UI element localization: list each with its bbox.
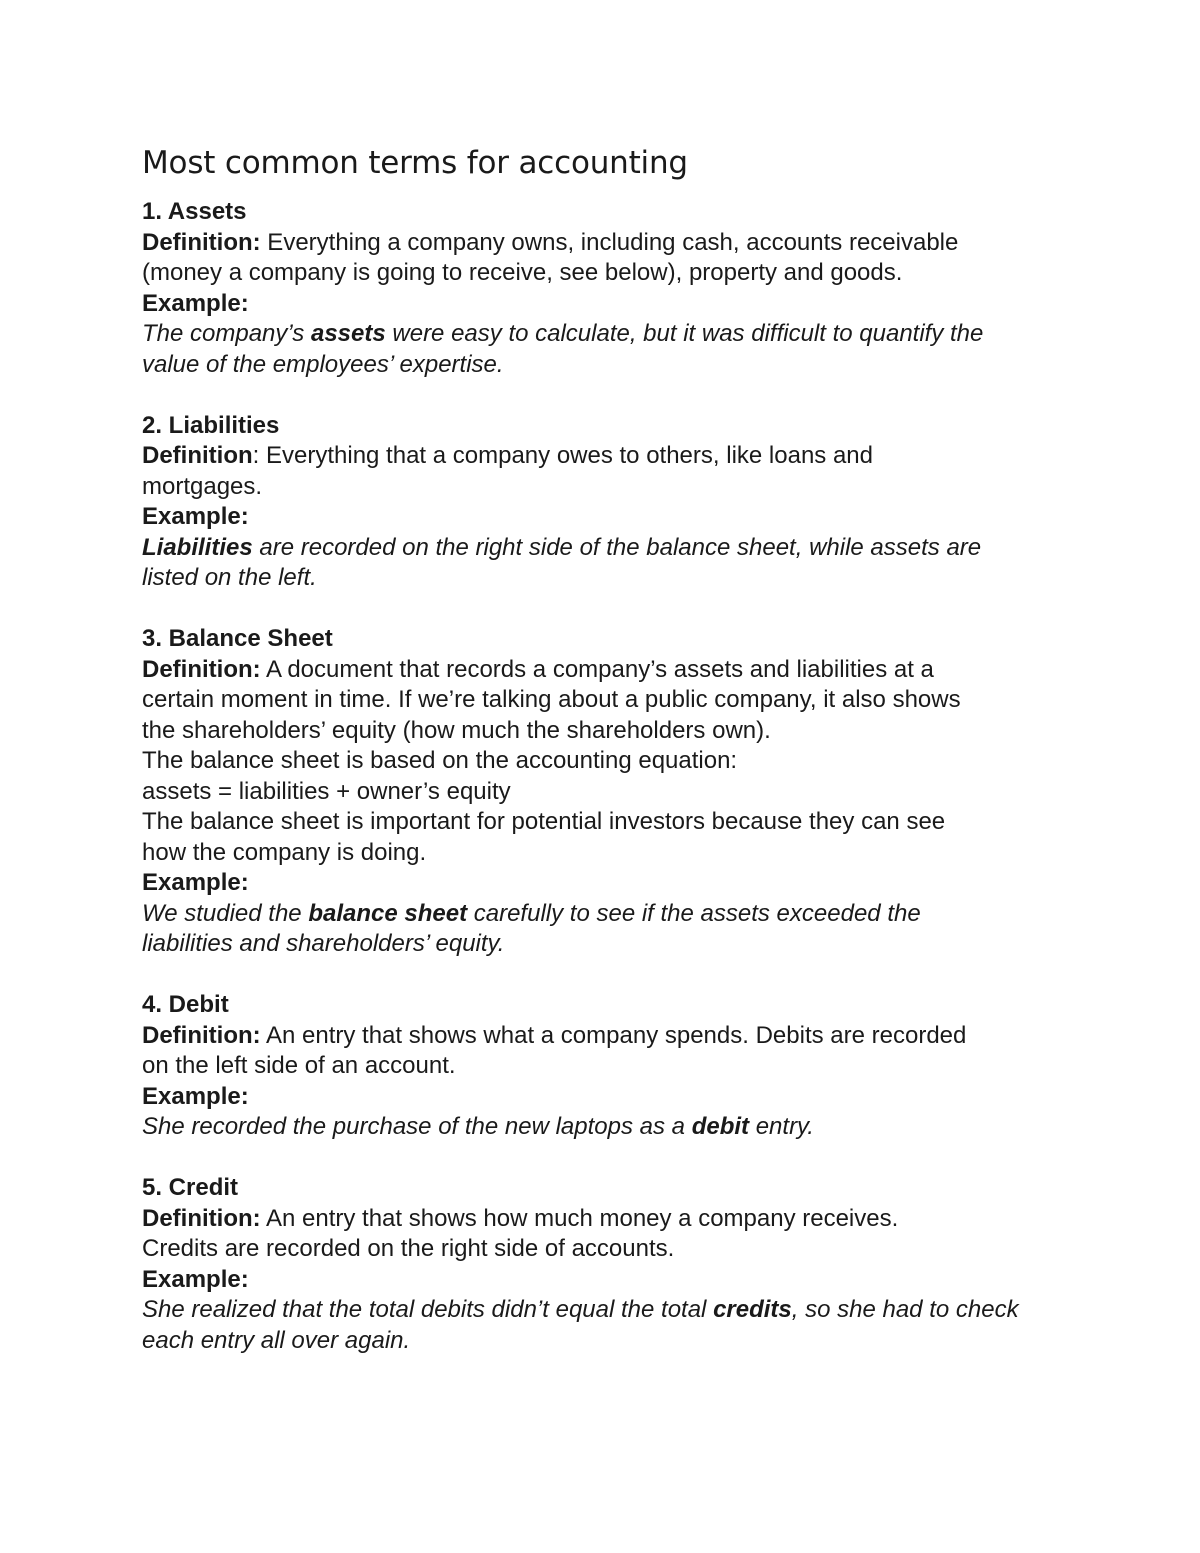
example-text-after: were easy to calculate, but it was difficult to quantify the value of the employees’ expertise. xyxy=(142,320,984,378)
example-sentence xyxy=(142,1295,1052,1356)
example-text-after: are recorded on the right side of the balance sheet, while assets are listed on the left. xyxy=(142,533,982,591)
example-label: Example: xyxy=(142,1082,249,1110)
term-assets xyxy=(142,197,1060,380)
term-definition xyxy=(142,1204,1060,1265)
example-text-after: carefully to see if the assets exceeded the liabilities and shareholders’ equity. xyxy=(142,899,921,957)
example-term: Liabilities xyxy=(142,533,253,561)
accounting-equation: assets = liabilities + owner’s equity xyxy=(142,777,511,805)
definition-label: Definition xyxy=(142,442,253,469)
definition-text: certain moment in time. If we’re talking about a public company, it also shows xyxy=(142,686,961,713)
definition-text: An entry that shows how much money a company receives. xyxy=(260,1204,899,1232)
definition-text: A document that records a company’s assets and liabilities at a xyxy=(260,655,934,683)
term-definition xyxy=(142,655,1060,869)
definition-text: the shareholders’ equity (how much the shareholders own). xyxy=(142,716,771,744)
example-term: assets xyxy=(310,320,386,347)
term-definition xyxy=(142,441,1060,502)
example-label: Example: xyxy=(142,503,249,530)
definition-text: : Everything that a company owes to others, like loans and xyxy=(252,442,873,469)
example-text-after: , so she had to check each entry all over again. xyxy=(142,1296,1019,1354)
term-definition xyxy=(142,1021,1060,1082)
definition-text: mortgages. xyxy=(142,472,263,500)
definition-text: Credits are recorded on the right side of accounts. xyxy=(142,1235,675,1262)
example-text-before: She recorded the purchase of the new laptops as a xyxy=(142,1113,692,1140)
example-sentence xyxy=(142,899,1012,960)
example-text-before: We studied the xyxy=(142,899,309,927)
definition-text: The balance sheet is based on the accounting equation: xyxy=(142,747,738,774)
definition-text: Everything a company owns, including cash, accounts receivable xyxy=(260,228,959,256)
term-definition xyxy=(142,228,1060,289)
example-label: Example: xyxy=(142,869,249,896)
example-sentence xyxy=(142,319,1032,380)
term-debit xyxy=(142,990,1060,1143)
definition-label: Definition: xyxy=(142,228,261,256)
example-label: Example: xyxy=(142,1265,249,1293)
example-text-after: entry. xyxy=(749,1113,814,1140)
term-heading: 4. Debit xyxy=(142,991,229,1018)
example-sentence xyxy=(142,1112,1052,1143)
definition-text: how the company is doing. xyxy=(142,838,427,866)
example-text-before: She realized that the total debits didn’t equal the total xyxy=(142,1296,714,1323)
definition-label: Definition: xyxy=(142,1204,261,1232)
example-term: debit xyxy=(691,1113,750,1140)
term-credit xyxy=(142,1173,1060,1356)
example-label: Example: xyxy=(142,289,249,317)
term-heading: 2. Liabilities xyxy=(142,411,280,439)
example-sentence xyxy=(142,533,1032,594)
document-title: Most common terms for accounting xyxy=(142,145,688,181)
definition-label: Definition: xyxy=(142,655,261,683)
example-term: balance sheet xyxy=(308,899,468,927)
term-balance-sheet xyxy=(142,624,1060,960)
example-term: credits xyxy=(713,1296,792,1323)
definition-label: Definition: xyxy=(142,1021,261,1049)
example-text-before: The company’s xyxy=(142,320,311,347)
definition-text: (money a company is going to receive, see below), property and goods. xyxy=(142,259,903,286)
term-heading: 5. Credit xyxy=(142,1174,239,1201)
term-heading: 1. Assets xyxy=(142,198,247,225)
definition-text: An entry that shows what a company spends. Debits are recorded xyxy=(260,1021,967,1049)
term-heading: 3. Balance Sheet xyxy=(142,625,333,652)
definition-text: on the left side of an account. xyxy=(142,1052,456,1079)
term-liabilities xyxy=(142,411,1060,594)
definition-text: The balance sheet is important for potential investors because they can see xyxy=(142,808,946,835)
